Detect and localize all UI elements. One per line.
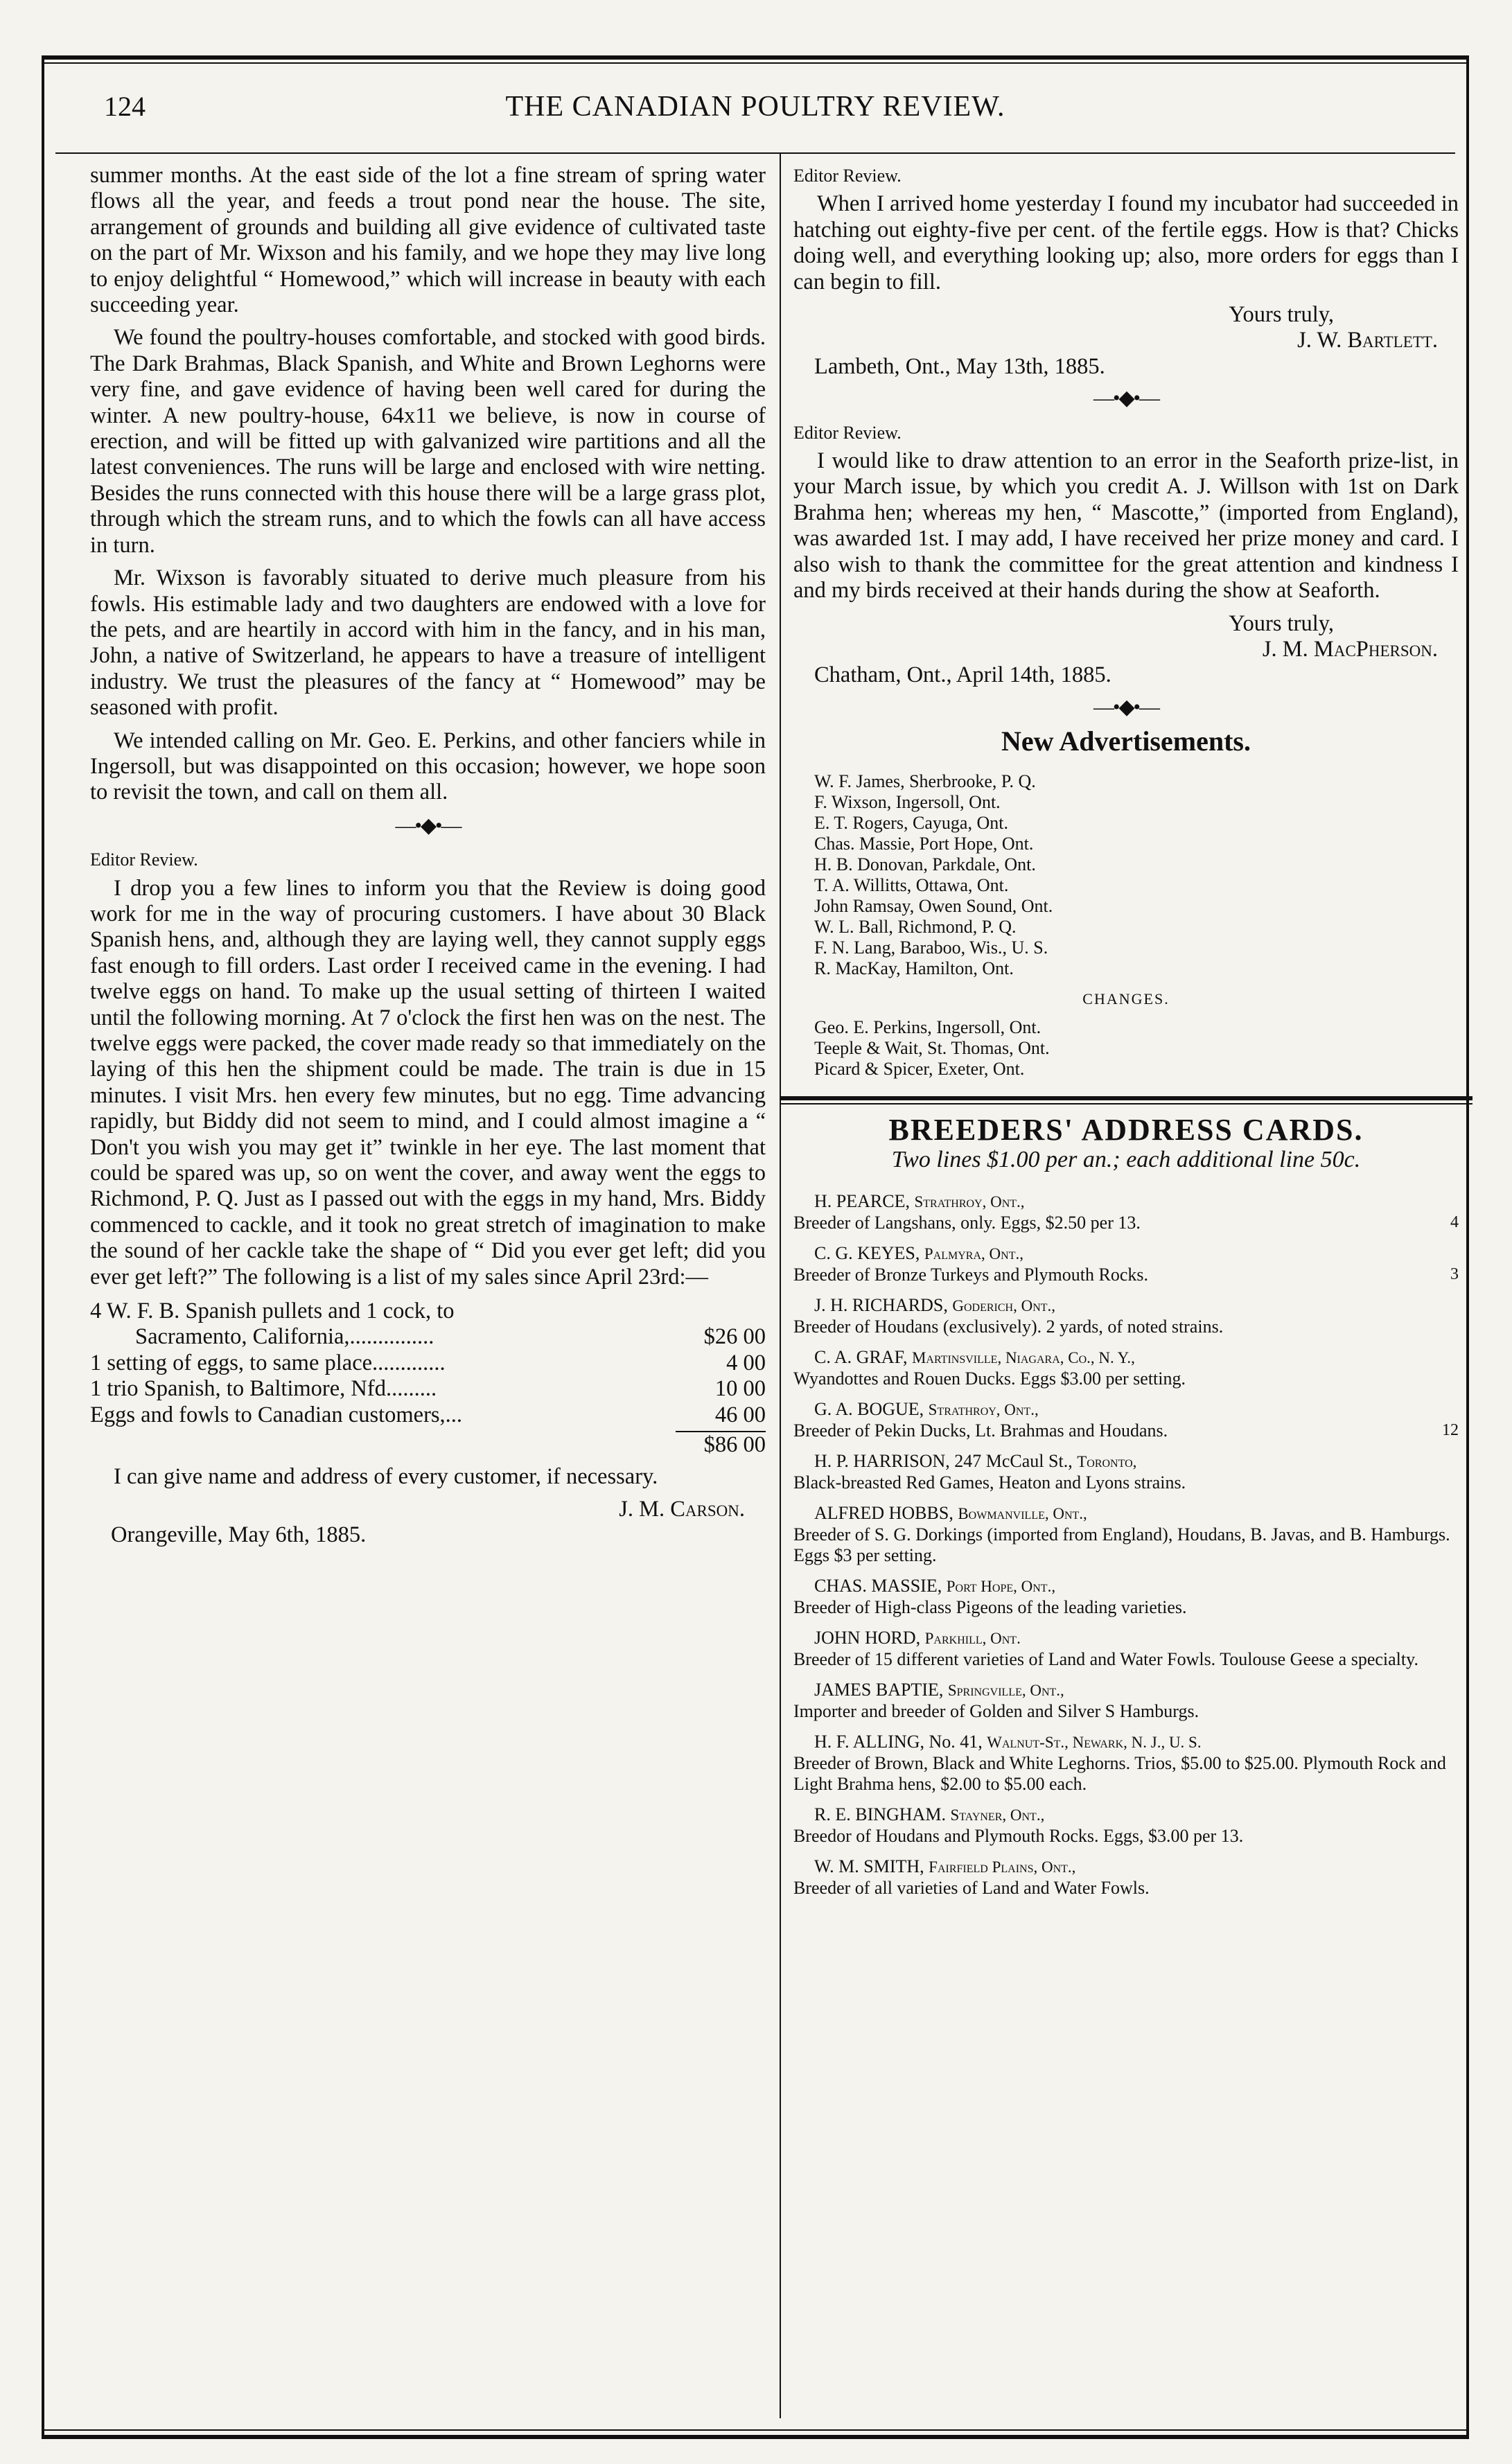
sales-item: 4 W. F. B. Spanish pullets and 1 cock, to <box>90 1299 455 1324</box>
breeder-card-number: 3 <box>1450 1265 1459 1283</box>
sales-total-value: $86 00 <box>676 1431 766 1458</box>
breeder-card-head <box>793 1191 1459 1213</box>
breeder-card-head <box>793 1399 1459 1420</box>
breeder-name: JAMES BAPTIE, <box>814 1679 944 1700</box>
breeder-card <box>793 1295 1459 1337</box>
sales-amount: 4 00 <box>726 1350 766 1375</box>
breeder-location: Martinsville, Niagara, Co., N. Y., <box>911 1348 1135 1366</box>
right-column <box>793 163 1459 1908</box>
left-column <box>90 163 766 1554</box>
breeder-card-head <box>793 1856 1459 1878</box>
breeders-title: BREEDERS' ADDRESS CARDS. <box>888 1112 1364 1147</box>
letter-dateline: Chatham, Ont., April 14th, 1885. <box>814 662 1111 688</box>
breeder-card-number: 12 <box>1442 1420 1459 1439</box>
list-item: W. F. James, Sherbrooke, P. Q. <box>814 771 1036 791</box>
breeder-description: Breeder of Houdans (exclusively). 2 yards, of noted strains. <box>793 1316 1224 1337</box>
left-border <box>42 55 44 2439</box>
breeder-name: R. E. BINGHAM. <box>814 1804 946 1824</box>
breeder-location: Stayner, Ont., <box>950 1806 1045 1824</box>
letter-label: Editor Review. <box>793 422 902 443</box>
breeder-location: Toronto, <box>1077 1452 1137 1470</box>
breeder-card <box>793 1451 1459 1493</box>
breeder-card-head <box>793 1628 1459 1649</box>
breeder-description: Breedor of Houdans and Plymouth Rocks. Eggs, $3.00 per 13. <box>793 1825 1244 1846</box>
letter-label: Editor Review. <box>90 850 198 870</box>
breeder-name: CHAS. MASSIE, <box>814 1575 942 1596</box>
breeder-location: Port Hope, Ont., <box>946 1577 1056 1595</box>
breeder-location: Springville, Ont., <box>947 1681 1064 1699</box>
list-item: R. MacKay, Hamilton, Ont. <box>814 958 1014 978</box>
sales-total <box>90 1431 766 1458</box>
bottom-border-inner <box>42 2429 1469 2431</box>
breeder-card <box>793 1399 1459 1441</box>
breeder-card <box>793 1856 1459 1899</box>
list-item: H. B. Donovan, Parkdale, Ont. <box>814 854 1036 874</box>
bottom-border <box>42 2435 1469 2439</box>
section-rule <box>780 1096 1473 1100</box>
breeder-name: H. F. ALLING, No. 41, <box>814 1731 983 1752</box>
breeder-description: Importer and breeder of Golden and Silver S Hamburgs. <box>793 1700 1199 1721</box>
changes-list <box>814 1017 1459 1080</box>
letter-dateline: Lambeth, Ont., May 13th, 1885. <box>814 353 1105 379</box>
breeder-card-head <box>793 1243 1459 1265</box>
list-item: F. Wixson, Ingersoll, Ont. <box>814 791 1001 812</box>
letter-dateline: Orangeville, May 6th, 1885. <box>111 1522 367 1548</box>
section-ornament: —•◆•— <box>1093 387 1159 410</box>
breeder-name: W. M. SMITH, <box>814 1856 924 1876</box>
top-border-inner <box>42 62 1469 64</box>
breeder-location: Parkhill, Ont. <box>924 1629 1021 1647</box>
breeder-card <box>793 1576 1459 1618</box>
sales-amount: 10 00 <box>714 1376 766 1402</box>
sales-row <box>90 1376 766 1402</box>
breeder-card <box>793 1628 1459 1670</box>
article-paragraph: Mr. Wixson is favorably situated to derive much pleasure from his fowls. His estimable lady and two daughters are endowed with a love for the pets, and are heartily in accord with him in the fancy, and in his man, John, a native of Switzerland, he appears to have a treasure of intelligent industry. We trust the pleasures of the fancy at “ Homewood” may be seasoned with profit. <box>90 565 766 721</box>
breeder-card-head <box>793 1804 1459 1826</box>
sales-amount <box>676 1299 766 1324</box>
breeder-location: Palmyra, Ont., <box>924 1244 1023 1262</box>
new-ads-title: New Advertisements. <box>1001 725 1251 757</box>
list-item: T. A. Willitts, Ottawa, Ont. <box>814 874 1009 895</box>
breeder-description: Breeder of Pekin Ducks, Lt. Brahmas and Houdans. <box>793 1420 1168 1441</box>
breeder-description: Breeder of High-class Pigeons of the leading varieties. <box>793 1596 1187 1617</box>
list-item: Geo. E. Perkins, Ingersoll, Ont. <box>814 1017 1041 1037</box>
breeder-name: H. PEARCE, <box>814 1190 910 1211</box>
breeder-name: C. A. GRAF, <box>814 1346 908 1367</box>
breeder-name: H. P. HARRISON, 247 McCaul St., <box>814 1450 1073 1471</box>
sales-row <box>90 1324 766 1350</box>
breeder-name: ALFRED HOBBS, <box>814 1502 953 1523</box>
section-ornament: —•◆•— <box>1093 695 1159 719</box>
publication-title: THE CANADIAN POULTRY REVIEW. <box>505 91 1005 123</box>
letter-signature: J. M. MacPherson. <box>1262 636 1438 662</box>
breeder-description: Breeder of Brown, Black and White Leghorns. Trios, $5.00 to $25.00. Plymouth Rock and Light Brahma hens, $2.00 to $5.00 each. <box>793 1752 1446 1794</box>
sales-amount: 46 00 <box>714 1402 766 1427</box>
letter-closing: Yours truly, <box>1229 610 1334 636</box>
sales-item: Sacramento, California,............... <box>90 1324 434 1350</box>
breeders-subtitle: Two lines $1.00 per an.; each additional line 50c. <box>891 1147 1361 1173</box>
changes-label: CHANGES. <box>1082 989 1170 1007</box>
breeder-description: Breeder of 15 different varieties of Land and Water Fowls. Toulouse Geese a specialty. <box>793 1648 1418 1669</box>
top-border <box>42 55 1469 60</box>
breeder-description: Wyandottes and Rouen Ducks. Eggs $3.00 per setting. <box>793 1368 1186 1389</box>
article-paragraph: summer months. At the east side of the lot a fine stream of spring water flows all the year, and feeds a trout pond near the house. The site, arrangement of grounds and building all give evidence of cultivated taste on the part of Mr. Wixson and his family, and we hope they may live long to enjoy delightful “ Homewood,” which will increase in beauty with each succeeding year. <box>90 163 766 318</box>
list-item: Teeple & Wait, St. Thomas, Ont. <box>814 1037 1050 1058</box>
list-item: E. T. Rogers, Cayuga, Ont. <box>814 812 1008 833</box>
breeder-card <box>793 1680 1459 1722</box>
breeder-description: Breeder of Bronze Turkeys and Plymouth Rocks. <box>793 1264 1149 1285</box>
section-rule-thin <box>780 1103 1473 1105</box>
breeder-card-head <box>793 1503 1459 1524</box>
breeder-card-head <box>793 1347 1459 1369</box>
list-item: Picard & Spicer, Exeter, Ont. <box>814 1058 1025 1079</box>
newspaper-page <box>42 55 1469 2439</box>
breeder-location: Strathroy, Ont., <box>914 1193 1025 1211</box>
breeder-location: Fairfield Plains, Ont., <box>929 1858 1076 1876</box>
list-item: John Ramsay, Owen Sound, Ont. <box>814 895 1053 916</box>
sales-item: 1 setting of eggs, to same place............. <box>90 1350 446 1375</box>
breeder-location: Walnut-St., Newark, N. J., U. S. <box>987 1733 1202 1751</box>
breeder-description: Black-breasted Red Games, Heaton and Lyons strains. <box>793 1472 1186 1493</box>
breeder-card <box>793 1804 1459 1847</box>
letter-paragraph: When I arrived home yesterday I found my incubator had succeeded in hatching out eighty-five per cent. of the fertile eggs. How is that? Chicks doing well, and everything looking up; also, more orders for eggs than I can begin to fill. <box>793 191 1459 294</box>
list-item: F. N. Lang, Baraboo, Wis., U. S. <box>814 937 1048 958</box>
new-ads-list <box>814 771 1459 979</box>
letter-paragraph: I would like to draw attention to an error in the Seaforth prize-list, in your March issue, by which you credit A. J. Willson with 1st on Dark Brahma hen; whereas my hen, “ Mascotte,” (imported from England), was awarded 1st. I may add, I have received her prize money and card. I also wish to thank the committee for the great attention and kindness I and my birds received at their hands during the show at Seaforth. <box>793 448 1459 604</box>
breeder-name: J. H. RICHARDS, <box>814 1294 948 1315</box>
breeder-card <box>793 1191 1459 1233</box>
sales-list <box>90 1299 766 1458</box>
sales-amount: $26 00 <box>703 1324 766 1350</box>
page-header <box>55 90 1455 146</box>
sales-row <box>90 1299 766 1324</box>
list-item: Chas. Massie, Port Hope, Ont. <box>814 833 1034 854</box>
breeder-name: JOHN HORD, <box>814 1627 921 1648</box>
header-rule <box>55 152 1455 154</box>
article-paragraph: We intended calling on Mr. Geo. E. Perkins, and other fanciers while in Ingersoll, but was disappointed on this occasion; however, we hope soon to revisit the town, and call on them all. <box>90 728 766 805</box>
breeder-name: C. G. KEYES, <box>814 1242 920 1263</box>
page-number: 124 <box>104 91 146 122</box>
breeder-card <box>793 1732 1459 1795</box>
section-ornament: —•◆•— <box>395 813 461 837</box>
breeder-card <box>793 1503 1459 1566</box>
breeder-card-head <box>793 1576 1459 1597</box>
sales-item: Eggs and fowls to Canadian customers,... <box>90 1402 463 1427</box>
breeder-description: Breeder of S. G. Dorkings (imported from England), Houdans, B. Javas, and B. Hamburgs. Eggs $3 per setting. <box>793 1524 1450 1565</box>
breeder-card-head <box>793 1732 1459 1753</box>
breeder-location: Bowmanville, Ont., <box>958 1504 1087 1522</box>
breeders-cards <box>793 1191 1459 1899</box>
column-divider <box>780 152 781 2418</box>
breeder-location: Goderich, Ont., <box>952 1296 1056 1314</box>
breeder-card <box>793 1347 1459 1389</box>
letter-signature: J. M. Carson. <box>619 1496 745 1522</box>
letter-paragraph: I can give name and address of every customer, if necessary. <box>114 1463 658 1489</box>
breeder-card-head <box>793 1451 1459 1472</box>
article-paragraph: We found the poultry-houses comfortable, and stocked with good birds. The Dark Brahmas, Black Spanish, and White and Brown Leghorns were very fine, and gave evidence of having been well cared for during the winter. A new poultry-house, 64x11 we believe, is now in course of erection, and will be fitted up with galvanized wire partitions and all the latest conveniences. The runs will be large and enclosed with wire netting. Besides the runs connected with this house there will be a large grass plot, through which the stream runs, and to which the fowls can all have access in turn. <box>90 325 766 558</box>
letter-closing: Yours truly, <box>1229 302 1334 328</box>
letter-paragraph: I drop you a few lines to inform you that the Review is doing good work for me in the way of procuring customers. I have about 30 Black Spanish hens, and, although they are laying well, they cannot supply eggs fast enough to fill orders. Last order I received came in the evening. I had twelve eggs on hand. To make up the usual setting of thirteen I waited until the following morning. At 7 o'clock the first hen was on the nest. The twelve eggs were packed, the cover made ready so that immediately on the laying of this hen the shipment could be made. The train is due in 15 minutes. I visit Mrs. hen every few minutes, but no egg. Time advancing rapidly, but Biddy did not seem to mind, and I could almost imagine a “ Don't you wish you may get it” twinkle in her eye. The last moment that could be spared was up, so on went the cover, and away went the eggs to Richmond, P. Q. Just as I passed out with the eggs in my hand, Mrs. Biddy commenced to cackle, and it took no great stretch of imagination to make the sound of her cackle take the shape of “ Did you ever get left; did you ever get left?” The following is a list of my sales since April 23rd:— <box>90 875 766 1290</box>
sales-row <box>90 1402 766 1428</box>
list-item: W. L. Ball, Richmond, P. Q. <box>814 916 1017 937</box>
right-border <box>1466 55 1469 2439</box>
breeder-card-head <box>793 1295 1459 1317</box>
breeder-description: Breeder of all varieties of Land and Water Fowls. <box>793 1877 1150 1898</box>
breeder-card-number: 4 <box>1450 1213 1459 1231</box>
letter-signature: J. W. Bartlett. <box>1297 328 1438 353</box>
breeder-card <box>793 1243 1459 1285</box>
breeder-location: Strathroy, Ont., <box>928 1400 1039 1418</box>
breeder-name: G. A. BOGUE, <box>814 1398 924 1419</box>
sales-row <box>90 1350 766 1376</box>
breeder-card-head <box>793 1680 1459 1701</box>
sales-item: 1 trio Spanish, to Baltimore, Nfd......... <box>90 1376 437 1402</box>
breeder-description: Breeder of Langshans, only. Eggs, $2.50 per 13. <box>793 1212 1141 1233</box>
letter-label: Editor Review. <box>793 166 902 186</box>
